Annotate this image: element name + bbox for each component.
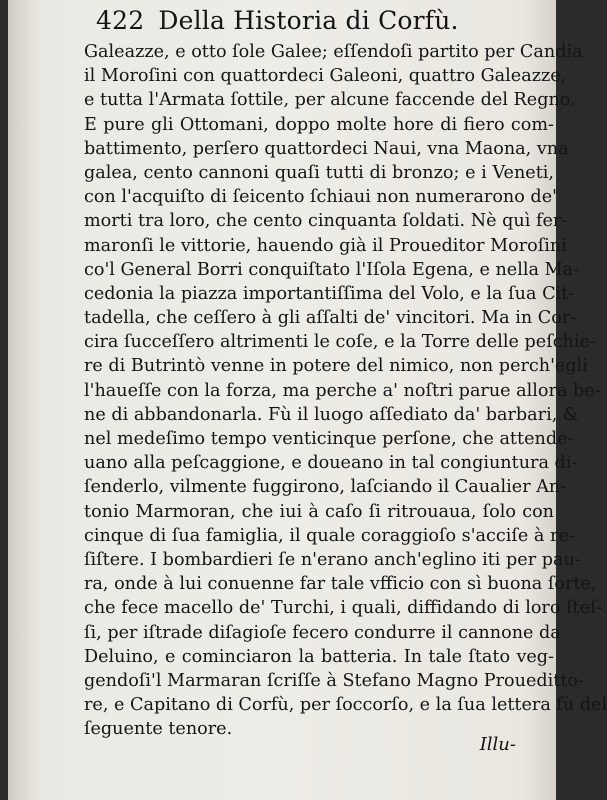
text-line: battimento, perſero quattordeci Naui, vna Maona, vna — [84, 138, 569, 159]
text-line: re, e Capitano di Corfù, per ſoccorſo, e la ſua lettera fù del — [84, 695, 607, 716]
running-title: Della Historia di Corfù. — [158, 6, 459, 35]
text-line: co'l General Borri conquiſtato l'Iſola Egena, e nella Ma- — [84, 259, 579, 280]
text-line: Galeazze, e otto ſole Galee; eſſendoſi partito per Candia — [84, 42, 583, 62]
book-page — [8, 0, 607, 800]
text-line: re di Butrintò venne in potere del nimico, non perch'egli — [84, 356, 588, 377]
text-line: tadella, che ceſſero à gli aſſalti de' vincitori. Ma in Cor- — [84, 308, 577, 329]
text-line: l'haueſſe con la forza, ma perche a' noſtri parue allora be- — [84, 380, 601, 401]
text-line: uano alla peſcaggione, e doueano in tal congiuntura di- — [84, 453, 578, 474]
page-header — [96, 6, 536, 36]
text-line: e tutta l'Armata ſottile, per alcune faccende del Regno. — [84, 90, 576, 111]
text-line: con l'acquiſto di ſeicento ſchiaui non numerarono de' — [84, 187, 557, 208]
text-line: E pure gli Ottomani, doppo molte hore di fiero com- — [84, 114, 554, 135]
text-line: maronſi le vittorie, hauendo già il Proueditor Moroſini — [84, 235, 567, 256]
text-line: cedonia la piazza importantiſſima del Volo, e la ſua Cit- — [84, 283, 575, 304]
text-line: ſiſtere. I bombardieri ſe n'erano anch'eglino iti per pau- — [84, 549, 581, 570]
body-text — [84, 40, 607, 741]
page-number: 422 — [96, 6, 145, 35]
text-line: cinque di ſua famiglia, il quale coraggioſo s'acciſe à re- — [84, 525, 575, 546]
text-line: che fece macello de' Turchi, i quali, diffidando di loro ſteſ- — [84, 598, 603, 619]
text-line: Deluino, e cominciaron la batteria. In tale ſtato veg- — [84, 646, 554, 667]
text-line: galea, cento cannoni quaſi tutti di bronzo; e i Veneti, — [84, 162, 554, 183]
text-line: morti tra loro, che cento cinquanta ſoldati. Nè quì fer- — [84, 211, 568, 232]
text-line: gendoſi'l Marmaran ſcriſſe à Stefano Magno Proueditto- — [84, 670, 584, 691]
text-line: nel medeſimo tempo venticinque perſone, che attende- — [84, 429, 574, 449]
text-line: ſi, per iſtrade diſagioſe fecero condurre il cannone da — [84, 622, 561, 643]
text-line: ra, onde à lui conuenne far tale vfficio con sì buona ſorte, — [84, 574, 597, 595]
text-line: ſenderlo, vilmente fuggirono, laſciando il Caualier An- — [84, 477, 567, 498]
text-line: tonio Marmoran, che iui à caſo ſi ritrouaua, ſolo con — [84, 501, 554, 522]
text-line: cira ſucceſſero altrimenti le coſe, e la Torre delle peſchie- — [84, 332, 596, 353]
catchword: Illu- — [479, 734, 516, 755]
text-line: ſeguente tenore. — [84, 719, 233, 740]
text-line: il Moroſini con quattordeci Galeoni, quattro Galeazze, — [84, 66, 567, 87]
text-line: ne di abbandonarla. Fù il luogo aſſediato da' barbari, & — [84, 404, 579, 425]
